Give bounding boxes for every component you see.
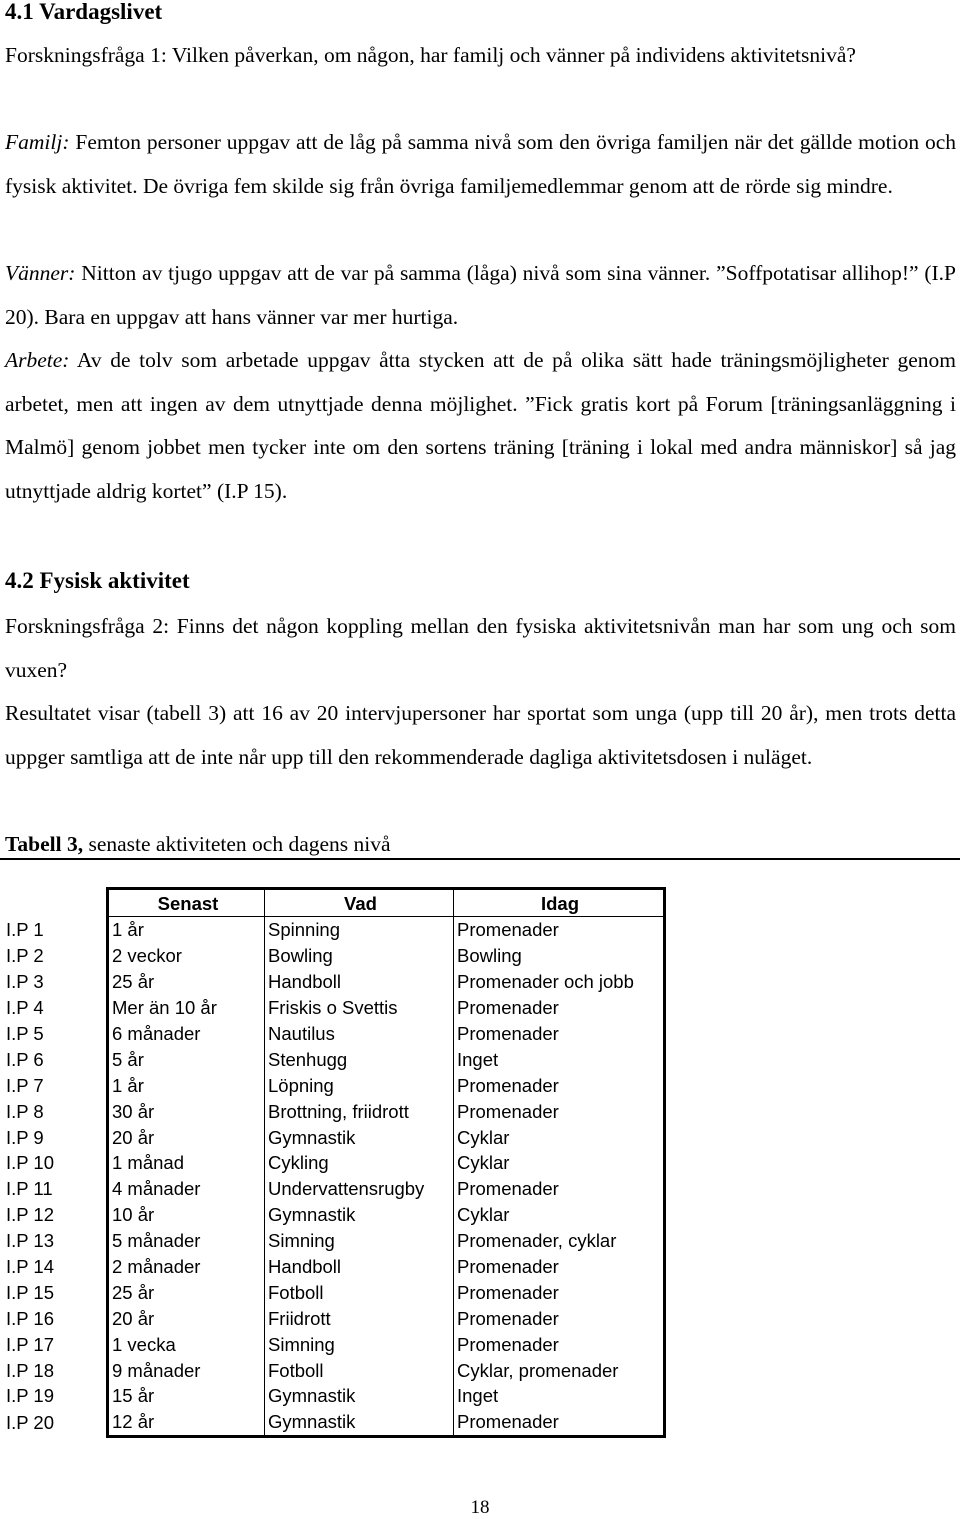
row-id: I.P 14 bbox=[6, 1256, 55, 1278]
row-vad: Nautilus bbox=[265, 1021, 454, 1047]
row-id: I.P 8 bbox=[6, 1100, 44, 1122]
table-row bbox=[3, 1228, 665, 1254]
row-id: I.P 17 bbox=[6, 1333, 55, 1355]
text-arbete: Av de tolv som arbetade uppgav åtta stycken att de på olika sätt hade träningsmöjligheter genom arbetet, men att ingen av dem utnyttjade denna möjlighet. ”Fick gratis kort på Forum [träningsanläggning i Malmö] genom jobbet men tycker inte om den sortens träning [träning i lokal med andra människor] så jag utnyttjade aldrig kortet” (I.P 15). bbox=[5, 348, 956, 503]
row-vad: Gymnastik bbox=[265, 1383, 454, 1409]
table-row bbox=[3, 1409, 665, 1436]
row-id: I.P 15 bbox=[6, 1281, 55, 1303]
row-senast: 1 månad bbox=[108, 1150, 265, 1176]
row-senast: 2 veckor bbox=[108, 943, 265, 969]
table-row bbox=[3, 1046, 665, 1072]
row-vad: Stenhugg bbox=[265, 1046, 454, 1072]
table-row bbox=[3, 1124, 665, 1150]
row-id: I.P 10 bbox=[6, 1152, 55, 1174]
row-idag: Cyklar bbox=[454, 1150, 665, 1176]
row-senast: 10 år bbox=[108, 1202, 265, 1228]
header-senast: Senast bbox=[108, 889, 265, 917]
row-idag: Promenader, cyklar bbox=[454, 1228, 665, 1254]
row-senast: 9 månader bbox=[108, 1357, 265, 1383]
row-id: I.P 9 bbox=[6, 1126, 44, 1148]
table-row bbox=[3, 1305, 665, 1331]
text-vanner: Nitton av tjugo uppgav att de var på samma (låga) nivå som sina vänner. ”Soffpotatisar allihop!” (I.P 20). Bara en uppgav att hans vänner var mer hurtiga. bbox=[5, 261, 956, 329]
row-idag: Cyklar bbox=[454, 1202, 665, 1228]
table-row bbox=[3, 1176, 665, 1202]
table-row bbox=[3, 1021, 665, 1047]
row-vad: Gymnastik bbox=[265, 1202, 454, 1228]
row-id: I.P 4 bbox=[6, 997, 44, 1019]
row-vad: Fotboll bbox=[265, 1279, 454, 1305]
row-vad: Undervattensrugby bbox=[265, 1176, 454, 1202]
row-idag: Promenader bbox=[454, 1254, 665, 1280]
row-idag: Cyklar bbox=[454, 1124, 665, 1150]
row-id: I.P 13 bbox=[6, 1230, 55, 1252]
row-senast: 30 år bbox=[108, 1098, 265, 1124]
paragraph-arbete bbox=[5, 339, 956, 513]
row-vad: Friidrott bbox=[265, 1305, 454, 1331]
row-idag: Promenader bbox=[454, 995, 665, 1021]
header-empty bbox=[3, 889, 108, 917]
row-senast: 5 år bbox=[108, 1046, 265, 1072]
text-familj: Femton personer uppgav att de låg på samma nivå som den övriga familjen när det gällde motion och fysisk aktivitet. De övriga fem skilde sig från övriga familjemedlemmar genom att de rörde sig mindre. bbox=[5, 130, 956, 198]
row-idag: Promenader bbox=[454, 1279, 665, 1305]
table-row bbox=[3, 1357, 665, 1383]
paragraph-result: Resultatet visar (tabell 3) att 16 av 20 intervjupersoner har sportat som unga (upp till 20 år), men trots detta uppger samtliga att de inte når upp till den rekommenderade dagliga aktivitetsdosen i nuläget. bbox=[5, 701, 956, 769]
row-senast: 6 månader bbox=[108, 1021, 265, 1047]
row-senast: 1 vecka bbox=[108, 1331, 265, 1357]
row-id: I.P 12 bbox=[6, 1204, 55, 1226]
table-row bbox=[3, 1279, 665, 1305]
row-senast: 1 år bbox=[108, 1072, 265, 1098]
row-idag: Promenader bbox=[454, 1331, 665, 1357]
row-id: I.P 11 bbox=[6, 1178, 53, 1200]
row-vad: Gymnastik bbox=[265, 1124, 454, 1150]
row-senast: 25 år bbox=[108, 1279, 265, 1305]
row-senast: Mer än 10 år bbox=[108, 995, 265, 1021]
row-idag: Cyklar, promenader bbox=[454, 1357, 665, 1383]
header-vad: Vad bbox=[265, 889, 454, 917]
row-senast: 20 år bbox=[108, 1305, 265, 1331]
research-question-2: Forskningsfråga 2: Finns det någon koppling mellan den fysiska aktivitetsnivån man har som ung och som vuxen? bbox=[5, 614, 956, 682]
row-senast: 5 månader bbox=[108, 1228, 265, 1254]
row-vad: Bowling bbox=[265, 943, 454, 969]
horizontal-rule bbox=[0, 858, 960, 860]
row-vad: Handboll bbox=[265, 1254, 454, 1280]
row-senast: 25 år bbox=[108, 969, 265, 995]
row-id: I.P 2 bbox=[6, 945, 44, 967]
row-idag: Promenader bbox=[454, 1021, 665, 1047]
row-idag: Inget bbox=[454, 1046, 665, 1072]
table-row bbox=[3, 917, 665, 943]
table-row bbox=[3, 995, 665, 1021]
row-idag: Bowling bbox=[454, 943, 665, 969]
section-heading-vardagslivet: 4.1 Vardagslivet bbox=[5, 0, 163, 24]
row-senast: 15 år bbox=[108, 1383, 265, 1409]
row-id: I.P 1 bbox=[6, 919, 44, 941]
research-question-1: Forskningsfråga 1: Vilken påverkan, om någon, har familj och vänner på individens aktivitetsnivå? bbox=[5, 43, 856, 67]
row-idag: Promenader bbox=[454, 917, 665, 943]
table-row bbox=[3, 1098, 665, 1124]
section-heading-fysisk-aktivitet: 4.2 Fysisk aktivitet bbox=[5, 568, 190, 593]
row-id: I.P 5 bbox=[6, 1023, 44, 1044]
row-idag: Promenader bbox=[454, 1072, 665, 1098]
table-caption-label: Tabell 3, bbox=[5, 832, 84, 856]
row-id: I.P 18 bbox=[6, 1359, 55, 1381]
row-vad: Friskis o Svettis bbox=[265, 995, 454, 1021]
row-idag: Promenader bbox=[454, 1409, 665, 1436]
row-idag: Promenader bbox=[454, 1098, 665, 1124]
table-row bbox=[3, 1254, 665, 1280]
paragraph-familj bbox=[5, 121, 956, 208]
row-id: I.P 16 bbox=[6, 1307, 55, 1329]
table-header-row bbox=[3, 889, 665, 917]
label-familj: Familj: bbox=[5, 130, 70, 154]
row-id: I.P 6 bbox=[6, 1048, 44, 1070]
table-row bbox=[3, 943, 665, 969]
table-caption-text: senaste aktiviteten och dagens nivå bbox=[83, 832, 391, 856]
row-senast: 2 månader bbox=[108, 1254, 265, 1280]
table-row bbox=[3, 1331, 665, 1357]
row-senast: 1 år bbox=[108, 917, 265, 943]
row-vad: Fotboll bbox=[265, 1357, 454, 1383]
row-vad: Simning bbox=[265, 1331, 454, 1357]
row-vad: Spinning bbox=[265, 917, 454, 943]
row-senast: 20 år bbox=[108, 1124, 265, 1150]
row-idag: Promenader bbox=[454, 1305, 665, 1331]
table-caption bbox=[5, 826, 956, 862]
row-idag: Promenader bbox=[454, 1176, 665, 1202]
row-idag: Promenader och jobb bbox=[454, 969, 665, 995]
row-senast: 4 månader bbox=[108, 1176, 265, 1202]
label-arbete: Arbete: bbox=[5, 348, 70, 372]
row-id: I.P 7 bbox=[6, 1074, 44, 1096]
row-idag: Inget bbox=[454, 1383, 665, 1409]
activity-table-wrapper bbox=[3, 887, 666, 1438]
table-row bbox=[3, 969, 665, 995]
activity-table bbox=[3, 887, 666, 1438]
row-id: I.P 19 bbox=[6, 1385, 55, 1407]
label-vanner: Vänner: bbox=[5, 261, 76, 285]
table-row bbox=[3, 1383, 665, 1409]
header-idag: Idag bbox=[454, 889, 665, 917]
table-row bbox=[3, 1150, 665, 1176]
row-id: I.P 3 bbox=[6, 971, 44, 993]
page-number: 18 bbox=[470, 1497, 490, 1518]
table-row bbox=[3, 1202, 665, 1228]
row-vad: Handboll bbox=[265, 969, 454, 995]
paragraph-vanner bbox=[5, 252, 956, 339]
row-vad: Simning bbox=[265, 1228, 454, 1254]
row-vad: Cykling bbox=[265, 1150, 454, 1176]
row-vad: Brottning, friidrott bbox=[265, 1098, 454, 1124]
row-vad: Gymnastik bbox=[265, 1409, 454, 1436]
row-id: I.P 20 bbox=[6, 1412, 55, 1434]
table-body bbox=[3, 917, 665, 1437]
row-vad: Löpning bbox=[265, 1072, 454, 1098]
table-row bbox=[3, 1072, 665, 1098]
row-senast: 12 år bbox=[108, 1409, 265, 1436]
